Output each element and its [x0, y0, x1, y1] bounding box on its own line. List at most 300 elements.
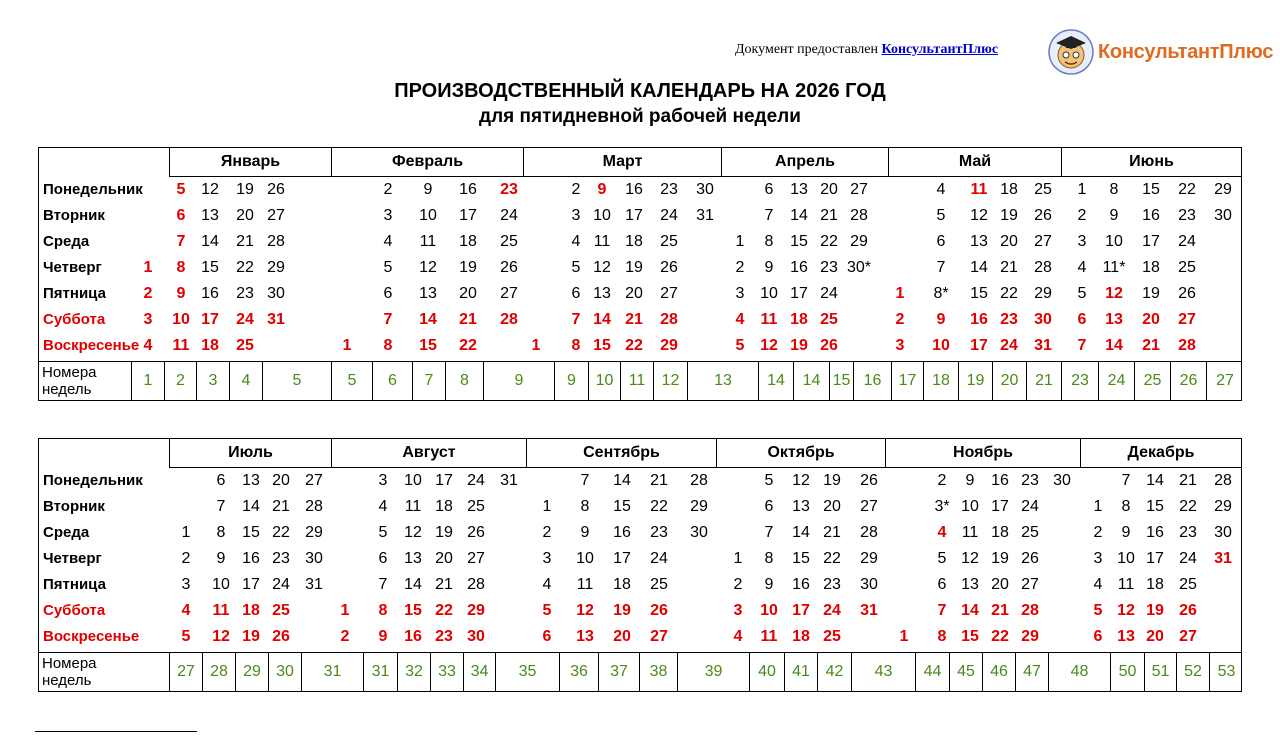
calendar-day: 11 — [760, 311, 778, 328]
calendar-day: 19 — [613, 602, 631, 619]
calendar-day: 21 — [459, 311, 477, 328]
calendar-day: 4 — [542, 576, 552, 593]
calendar-day: 5 — [378, 524, 388, 541]
weekday-label: Воскресенье — [43, 628, 140, 645]
week-number: 2 — [164, 361, 196, 400]
provider-credit — [735, 42, 998, 58]
calendar-day: 18 — [1146, 576, 1164, 593]
week-number: 9 — [554, 361, 588, 400]
week-number: 16 — [853, 361, 891, 400]
calendar-day: 17 — [459, 207, 477, 224]
calendar-second-half — [38, 438, 1242, 692]
calendar-day: 22 — [1000, 285, 1018, 302]
calendar-day: 10 — [419, 207, 437, 224]
week-number: 7 — [412, 361, 445, 400]
week-number: 43 — [851, 652, 915, 691]
calendar-day: 15 — [404, 602, 422, 619]
calendar-day: 13 — [1105, 311, 1123, 328]
weekday-label: Пятница — [43, 285, 106, 302]
weekday-label: Четверг — [43, 259, 102, 276]
calendar-day: 3 — [735, 285, 745, 302]
calendar-day: 31 — [1214, 550, 1232, 567]
calendar-day: 28 — [1021, 602, 1039, 619]
calendar-day: 30 — [305, 550, 323, 567]
weekday-label: Воскресенье — [43, 337, 140, 354]
calendar-day: 11 — [970, 181, 988, 198]
week-number: 31 — [301, 652, 363, 691]
calendar-day: 9 — [936, 311, 946, 328]
calendar-day: 1 — [181, 524, 191, 541]
calendar-day: 11 — [172, 337, 190, 354]
calendar-day: 1 — [735, 233, 745, 250]
calendar-day: 16 — [991, 472, 1009, 489]
calendar-day: 16 — [1142, 207, 1160, 224]
calendar-day: 15 — [792, 550, 810, 567]
calendar-day: 2 — [181, 550, 191, 567]
calendar-day: 30* — [846, 259, 872, 276]
week-number: 26 — [1170, 361, 1206, 400]
calendar-day: 9 — [1121, 524, 1131, 541]
week-number: 46 — [982, 652, 1015, 691]
calendar-day: 16 — [970, 311, 988, 328]
calendar-day: 1 — [733, 550, 743, 567]
calendar-day: 26 — [267, 181, 285, 198]
calendar-day: 13 — [576, 628, 594, 645]
calendar-day: 16 — [790, 259, 808, 276]
calendar-day: 2 — [542, 524, 552, 541]
week-number: 40 — [749, 652, 784, 691]
calendar-day: 6 — [216, 472, 226, 489]
calendar-day: 7 — [937, 602, 947, 619]
calendar-day: 14 — [961, 602, 979, 619]
week-number: 42 — [817, 652, 851, 691]
week-number: 27 — [169, 652, 202, 691]
calendar-day: 1 — [542, 498, 552, 515]
calendar-day: 3 — [1093, 550, 1103, 567]
calendar-day: 29 — [467, 602, 485, 619]
week-number: 34 — [463, 652, 495, 691]
week-number: 5 — [262, 361, 331, 400]
calendar-day: 21 — [272, 498, 290, 515]
professor-icon — [1048, 29, 1094, 75]
calendar-day: 15 — [1142, 181, 1160, 198]
calendar-day: 21 — [991, 602, 1009, 619]
calendar-day: 3 — [378, 472, 388, 489]
consultant-link[interactable]: КонсультантПлюс — [881, 42, 999, 57]
calendar-day: 4 — [735, 311, 745, 328]
calendar-day: 25 — [660, 233, 678, 250]
calendar-day: 8 — [571, 337, 581, 354]
week-numbers-label: Номера недель — [42, 364, 97, 398]
calendar-day: 17 — [625, 207, 643, 224]
week-number: 21 — [1026, 361, 1061, 400]
calendar-day: 16 — [201, 285, 219, 302]
month-header: Ноябрь — [885, 439, 1080, 468]
calendar-day: 24 — [823, 602, 841, 619]
week-number: 39 — [677, 652, 749, 691]
week-number: 4 — [229, 361, 262, 400]
calendar-day: 4 — [733, 628, 743, 645]
calendar-day: 6 — [764, 181, 774, 198]
calendar-day: 28 — [267, 233, 285, 250]
month-header: Октябрь — [716, 439, 885, 468]
calendar-day: 11 — [1117, 576, 1135, 593]
calendar-day: 27 — [1021, 576, 1039, 593]
week-number: 12 — [653, 361, 687, 400]
week-number: 45 — [949, 652, 982, 691]
calendar-day: 13 — [961, 576, 979, 593]
calendar-day: 12 — [760, 337, 778, 354]
calendar-day: 9 — [965, 472, 975, 489]
calendar-day: 23 — [650, 524, 668, 541]
calendar-day: 25 — [1034, 181, 1052, 198]
calendar-day: 18 — [242, 602, 260, 619]
calendar-day: 3 — [143, 311, 153, 328]
calendar-day: 24 — [1178, 233, 1196, 250]
calendar-day: 15 — [593, 337, 611, 354]
week-number: 15 — [829, 361, 853, 400]
month-header: Июнь — [1061, 148, 1241, 177]
calendar-day: 16 — [625, 181, 643, 198]
page-title: ПРОИЗВОДСТВЕННЫЙ КАЛЕНДАРЬ НА 2026 ГОД — [394, 80, 886, 102]
week-number: 51 — [1144, 652, 1176, 691]
calendar-day: 25 — [650, 576, 668, 593]
calendar-day: 25 — [820, 311, 838, 328]
week-number: 5 — [331, 361, 372, 400]
calendar-day: 5 — [1077, 285, 1087, 302]
calendar-day: 18 — [991, 524, 1009, 541]
calendar-day: 7 — [580, 472, 590, 489]
calendar-day: 12 — [576, 602, 594, 619]
week-number: 17 — [891, 361, 923, 400]
weekday-label: Среда — [43, 233, 90, 250]
calendar-day: 2 — [1077, 207, 1087, 224]
calendar-day: 15 — [613, 498, 631, 515]
week-number: 13 — [687, 361, 758, 400]
consultant-logo[interactable] — [1048, 28, 1273, 76]
calendar-day: 20 — [1146, 628, 1164, 645]
calendar-day: 17 — [1142, 233, 1160, 250]
calendar-day: 25 — [467, 498, 485, 515]
calendar-day: 20 — [435, 550, 453, 567]
calendar-first-half — [38, 147, 1242, 401]
calendar-day: 28 — [850, 207, 868, 224]
calendar-day: 9 — [1109, 207, 1119, 224]
calendar-day: 26 — [1021, 550, 1039, 567]
calendar-day: 25 — [823, 628, 841, 645]
calendar-day: 16 — [404, 628, 422, 645]
calendar-day: 10 — [212, 576, 230, 593]
calendar-day: 10 — [760, 602, 778, 619]
calendar-day: 31 — [500, 472, 518, 489]
calendar-day: 1 — [1093, 498, 1103, 515]
week-number: 35 — [495, 652, 559, 691]
calendar-day: 4 — [181, 602, 191, 619]
calendar-day: 24 — [660, 207, 678, 224]
calendar-day: 13 — [419, 285, 437, 302]
calendar-day: 20 — [459, 285, 477, 302]
calendar-day: 21 — [1142, 337, 1160, 354]
calendar-day: 31 — [860, 602, 878, 619]
calendar-day: 7 — [383, 311, 393, 328]
calendar-day: 7 — [216, 498, 226, 515]
calendar-day: 30 — [467, 628, 485, 645]
calendar-day: 22 — [435, 602, 453, 619]
calendar-day: 26 — [650, 602, 668, 619]
calendar-day: 30 — [860, 576, 878, 593]
calendar-day: 20 — [625, 285, 643, 302]
calendar-day: 25 — [1021, 524, 1039, 541]
calendar-day: 9 — [580, 524, 590, 541]
calendar-day: 22 — [459, 337, 477, 354]
calendar-day: 13 — [593, 285, 611, 302]
calendar-day: 28 — [1214, 472, 1232, 489]
calendar-day: 12 — [419, 259, 437, 276]
calendar-day: 5 — [764, 472, 774, 489]
calendar-day: 9 — [764, 259, 774, 276]
calendar-day: 15 — [419, 337, 437, 354]
calendar-day: 17 — [613, 550, 631, 567]
calendar-day: 15 — [790, 233, 808, 250]
calendar-day: 13 — [242, 472, 260, 489]
calendar-day: 10 — [593, 207, 611, 224]
calendar-day: 21 — [625, 311, 643, 328]
calendar-day: 25 — [272, 602, 290, 619]
calendar-day: 24 — [500, 207, 518, 224]
calendar-day: 26 — [467, 524, 485, 541]
calendar-day: 4 — [936, 181, 946, 198]
week-number: 1 — [131, 361, 164, 400]
calendar-day: 7 — [176, 233, 186, 250]
calendar-day: 21 — [650, 472, 668, 489]
calendar-day: 3* — [934, 498, 950, 515]
calendar-day: 24 — [467, 472, 485, 489]
week-number: 19 — [958, 361, 992, 400]
calendar-day: 22 — [991, 628, 1009, 645]
calendar-day: 22 — [1179, 498, 1197, 515]
week-number: 27 — [1206, 361, 1243, 400]
calendar-day: 20 — [823, 498, 841, 515]
calendar-day: 21 — [236, 233, 254, 250]
calendar-day: 30 — [267, 285, 285, 302]
week-number: 48 — [1048, 652, 1110, 691]
month-header: Февраль — [331, 148, 523, 177]
calendar-day: 28 — [1178, 337, 1196, 354]
calendar-day: 26 — [500, 259, 518, 276]
calendar-day: 17 — [1146, 550, 1164, 567]
calendar-day: 5 — [1093, 602, 1103, 619]
calendar-day: 26 — [1178, 285, 1196, 302]
footnote-divider — [35, 731, 197, 732]
weekday-label: Четверг — [43, 550, 102, 567]
logo-text: КонсультантПлюс — [1098, 40, 1274, 63]
calendar-day: 11 — [760, 628, 778, 645]
calendar-day: 19 — [1146, 602, 1164, 619]
calendar-day: 27 — [1178, 311, 1196, 328]
calendar-day: 24 — [1179, 550, 1197, 567]
calendar-day: 31 — [1034, 337, 1052, 354]
calendar-day: 1 — [340, 602, 350, 619]
calendar-day: 29 — [860, 550, 878, 567]
calendar-day: 18 — [792, 628, 810, 645]
calendar-day: 21 — [823, 524, 841, 541]
calendar-day: 27 — [660, 285, 678, 302]
calendar-day: 3 — [571, 207, 581, 224]
calendar-day: 23 — [500, 181, 518, 198]
calendar-day: 18 — [459, 233, 477, 250]
month-header: Июль — [169, 439, 331, 468]
week-number: 33 — [430, 652, 463, 691]
calendar-day: 12 — [212, 628, 230, 645]
calendar-day: 16 — [242, 550, 260, 567]
calendar-day: 30 — [1053, 472, 1071, 489]
week-number: 47 — [1015, 652, 1048, 691]
week-number: 32 — [397, 652, 430, 691]
calendar-day: 29 — [267, 259, 285, 276]
calendar-day: 23 — [272, 550, 290, 567]
week-number: 52 — [1176, 652, 1209, 691]
calendar-day: 19 — [236, 181, 254, 198]
calendar-day: 28 — [660, 311, 678, 328]
calendar-day: 15 — [970, 285, 988, 302]
week-numbers-label: Номера недель — [42, 655, 97, 689]
calendar-day: 8 — [176, 259, 186, 276]
weekday-label: Понедельник — [43, 472, 143, 489]
calendar-day: 14 — [1105, 337, 1123, 354]
weekday-label: Суббота — [43, 311, 106, 328]
calendar-day: 9 — [176, 285, 186, 302]
week-number: 18 — [923, 361, 958, 400]
week-number: 9 — [483, 361, 554, 400]
week-number: 23 — [1061, 361, 1098, 400]
calendar-day: 19 — [459, 259, 477, 276]
calendar-day: 30 — [1034, 311, 1052, 328]
calendar-day: 28 — [467, 576, 485, 593]
calendar-day: 4 — [1093, 576, 1103, 593]
week-number: 29 — [235, 652, 268, 691]
calendar-day: 8 — [383, 337, 393, 354]
calendar-day: 14 — [790, 207, 808, 224]
calendar-day: 19 — [435, 524, 453, 541]
calendar-day: 1 — [143, 259, 153, 276]
calendar-day: 26 — [1179, 602, 1197, 619]
month-header: Сентябрь — [526, 439, 716, 468]
calendar-day: 28 — [860, 524, 878, 541]
calendar-day: 18 — [790, 311, 808, 328]
calendar-day: 15 — [961, 628, 979, 645]
calendar-day: 10 — [760, 285, 778, 302]
calendar-day: 8 — [937, 628, 947, 645]
calendar-day: 20 — [1000, 233, 1018, 250]
calendar-day: 18 — [625, 233, 643, 250]
calendar-day: 29 — [690, 498, 708, 515]
calendar-day: 23 — [660, 181, 678, 198]
calendar-day: 17 — [435, 472, 453, 489]
calendar-day: 14 — [404, 576, 422, 593]
week-number: 53 — [1209, 652, 1243, 691]
calendar-day: 4 — [571, 233, 581, 250]
calendar-day: 7 — [1077, 337, 1087, 354]
calendar-day: 14 — [970, 259, 988, 276]
calendar-day: 27 — [860, 498, 878, 515]
calendar-day: 15 — [201, 259, 219, 276]
week-number: 24 — [1098, 361, 1134, 400]
calendar-day: 19 — [1142, 285, 1160, 302]
calendar-day: 3 — [542, 550, 552, 567]
week-number: 25 — [1134, 361, 1170, 400]
calendar-day: 23 — [1178, 207, 1196, 224]
calendar-day: 16 — [1146, 524, 1164, 541]
calendar-day: 31 — [267, 311, 285, 328]
calendar-day: 17 — [792, 602, 810, 619]
calendar-day: 5 — [571, 259, 581, 276]
calendar-day: 2 — [733, 576, 743, 593]
calendar-day: 20 — [991, 576, 1009, 593]
week-number: 3 — [196, 361, 229, 400]
month-header: Январь — [169, 148, 331, 177]
calendar-day: 20 — [272, 472, 290, 489]
calendar-day: 17 — [242, 576, 260, 593]
week-number: 11 — [620, 361, 653, 400]
calendar-day: 12 — [1117, 602, 1135, 619]
calendar-day: 23 — [1179, 524, 1197, 541]
calendar-day: 25 — [1178, 259, 1196, 276]
calendar-day: 2 — [571, 181, 581, 198]
weekday-label: Суббота — [43, 602, 106, 619]
month-header: Апрель — [721, 148, 888, 177]
calendar-day: 8 — [378, 602, 388, 619]
calendar-day: 8 — [764, 550, 774, 567]
calendar-day: 26 — [820, 337, 838, 354]
calendar-day: 7 — [764, 207, 774, 224]
calendar-day: 4 — [378, 498, 388, 515]
calendar-day: 10 — [1105, 233, 1123, 250]
calendar-day: 7 — [571, 311, 581, 328]
week-number: 14 — [793, 361, 829, 400]
calendar-day: 24 — [272, 576, 290, 593]
calendar-day: 29 — [1034, 285, 1052, 302]
calendar-day: 10 — [1117, 550, 1135, 567]
calendar-day: 30 — [1214, 207, 1232, 224]
calendar-day: 7 — [936, 259, 946, 276]
calendar-day: 4 — [383, 233, 393, 250]
calendar-day: 17 — [790, 285, 808, 302]
calendar-day: 5 — [735, 337, 745, 354]
calendar-day: 6 — [937, 576, 947, 593]
calendar-day: 14 — [201, 233, 219, 250]
calendar-day: 27 — [1034, 233, 1052, 250]
page-subtitle: для пятидневной рабочей недели — [479, 106, 801, 127]
calendar-day: 29 — [1214, 498, 1232, 515]
calendar-day: 13 — [404, 550, 422, 567]
calendar-day: 22 — [650, 498, 668, 515]
calendar-day: 27 — [850, 181, 868, 198]
calendar-day: 21 — [820, 207, 838, 224]
calendar-day: 27 — [467, 550, 485, 567]
calendar-day: 5 — [936, 207, 946, 224]
calendar-day: 22 — [823, 550, 841, 567]
calendar-day: 13 — [201, 207, 219, 224]
calendar-day: 6 — [1093, 628, 1103, 645]
calendar-day: 13 — [970, 233, 988, 250]
calendar-day: 24 — [1000, 337, 1018, 354]
calendar-day: 1 — [899, 628, 909, 645]
month-header: Декабрь — [1080, 439, 1241, 468]
calendar-day: 11 — [593, 233, 611, 250]
calendar-day: 6 — [1077, 311, 1087, 328]
calendar-day: 27 — [305, 472, 323, 489]
calendar-day: 6 — [176, 207, 186, 224]
